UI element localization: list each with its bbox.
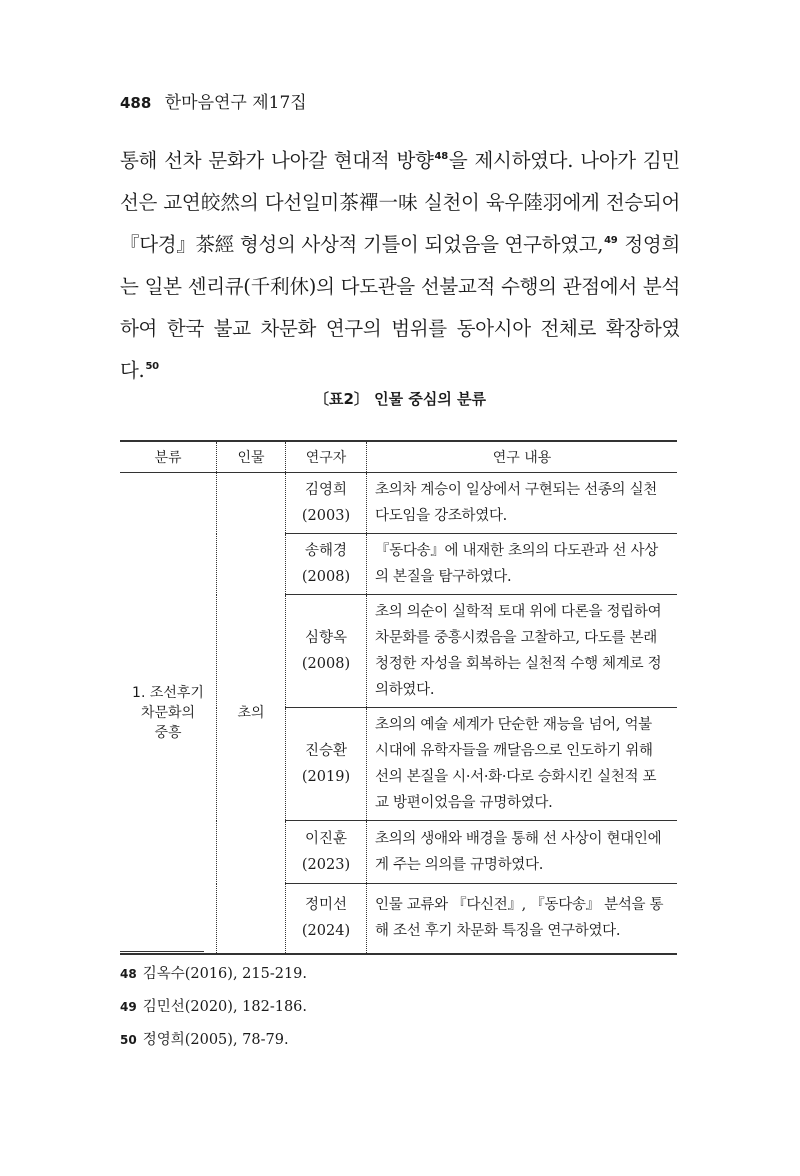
researcher-name: 이진훈 [304, 831, 348, 847]
researcher-name: 진승환 [304, 743, 348, 759]
column-header: 분류 [120, 441, 217, 473]
researcher-year: (2008) [301, 569, 351, 585]
column-header: 인물 [217, 441, 286, 473]
researcher-year: (2023) [301, 857, 351, 873]
footnote-text: 김민선(2020), 182-186. [142, 999, 308, 1015]
footnote-number: 50 [120, 1033, 137, 1047]
content-cell: 초의차 계승이 일상에서 구현되는 선종의 실천 다도임을 강조하였다. [367, 473, 678, 534]
researcher-year: (2003) [301, 508, 351, 524]
running-header [120, 88, 307, 113]
researcher-cell [286, 534, 367, 595]
footnote [120, 962, 307, 983]
footnote-ref[interactable]: 48 [434, 151, 448, 162]
researcher-name: 송해경 [304, 543, 348, 559]
content-cell: 『동다송』에 내재한 초의의 다도관과 선 사상의 본질을 탐구하였다. [367, 534, 678, 595]
footnote-text: 정영희(2005), 78-79. [142, 1032, 289, 1048]
researcher-year: (2008) [301, 656, 351, 672]
content-cell: 인물 교류와 『다신전』, 『동다송』 분석을 통해 조선 후기 차문화 특징을 연구하였다. [367, 884, 678, 954]
table-caption: 〔표2〕 인물 중심의 분류 [313, 390, 487, 408]
researcher-cell [286, 884, 367, 954]
footnote-number: 49 [120, 1000, 137, 1014]
body-paragraph [120, 140, 680, 392]
researcher-name: 정미선 [304, 897, 348, 914]
footnote-ref[interactable]: 49 [604, 235, 618, 246]
person-cell: 초의 [217, 473, 286, 954]
footnote-text: 김옥수(2016), 215-219. [142, 966, 308, 982]
researcher-cell [286, 595, 367, 708]
researcher-year: (2019) [301, 769, 351, 785]
table-header-row [120, 441, 677, 473]
content-cell: 초의의 생애와 배경을 통해 선 사상이 현대인에게 주는 의의를 규명하였다. [367, 821, 678, 884]
researcher-cell [286, 473, 367, 534]
column-header: 연구 내용 [367, 441, 678, 473]
category-line: 1. 조선후기 [132, 684, 204, 701]
body-text: 을 제시하였다. 나아가 김민선은 교연皎然의 다선일미茶禪一味 실천이 육우陸羽에게 전승되어 『다경』茶經 형성의 사상적 기틀이 되었음을 연구하였고, [120, 149, 680, 256]
column-header: 연구자 [286, 441, 367, 473]
researcher-name: 심향옥 [304, 630, 348, 646]
category-cell [120, 473, 217, 954]
researcher-cell [286, 708, 367, 821]
category-line: 중흥 [154, 724, 182, 741]
content-cell: 초의의 예술 세계가 단순한 재능을 넘어, 억불 시대에 유학자들을 깨달음으로 인도하기 위해 선의 본질을 시·서·화·다로 승화시킨 실천적 포교 방편이었음을 규명하였다. [367, 708, 678, 821]
content-cell: 초의 의순이 실학적 토대 위에 다론을 정립하여 차문화를 중흥시켰음을 고찰하고, 다도를 본래 청정한 자성을 회복하는 실천적 수행 체계로 정의하였다. [367, 595, 678, 708]
body-text: 정영희는 일본 센리큐(千利休)의 다도관을 선불교적 수행의 관점에서 분석하여 한국 불교 차문화 연구의 범위를 동아시아 전체로 확장하였다. [120, 233, 680, 382]
journal-title: 한마음연구 제17집 [164, 93, 307, 113]
researcher-name: 김영희 [304, 482, 348, 498]
table-row [120, 473, 677, 534]
footnote-divider [120, 951, 204, 952]
category-line: 차문화의 [140, 704, 196, 721]
researcher-year: (2024) [301, 923, 351, 940]
classification-table [120, 440, 677, 955]
footnote [120, 1028, 289, 1049]
footnote-ref[interactable]: 50 [145, 361, 159, 372]
body-text: 통해 선차 문화가 나아갈 현대적 방향 [120, 149, 434, 172]
footnote [120, 995, 307, 1016]
researcher-cell [286, 821, 367, 884]
page-number: 488 [120, 94, 152, 112]
footnote-number: 48 [120, 967, 137, 981]
